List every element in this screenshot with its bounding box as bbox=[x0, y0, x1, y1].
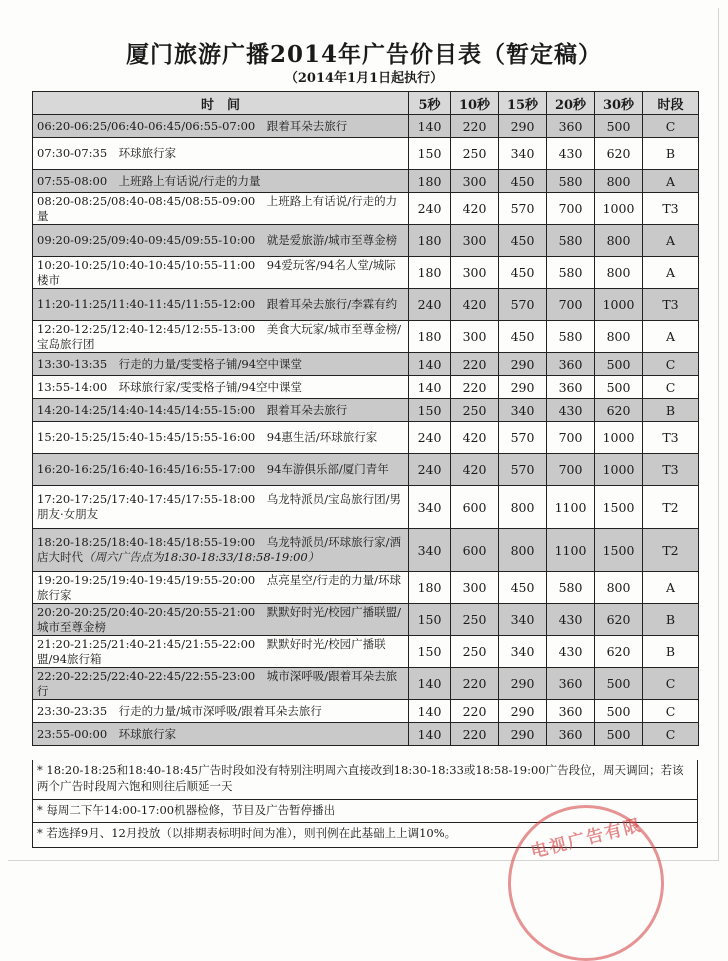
note-maintenance: * 每周二下午14:00-17:00机器检修，节目及广告暂停播出 bbox=[32, 800, 698, 823]
price-20s: 430 bbox=[547, 636, 595, 668]
time-slot-cell bbox=[33, 636, 409, 668]
price-5s: 140 bbox=[409, 376, 451, 399]
page-title: 厦门旅游广播2014年广告价目表（暂定稿） bbox=[125, 41, 602, 68]
segment-cell: A bbox=[643, 257, 699, 289]
price-10s: 250 bbox=[451, 399, 499, 422]
segment-cell: B bbox=[643, 636, 699, 668]
price-20s: 700 bbox=[547, 422, 595, 454]
price-10s: 420 bbox=[451, 422, 499, 454]
price-20s: 580 bbox=[547, 225, 595, 257]
price-5s: 180 bbox=[409, 170, 451, 193]
price-20s: 580 bbox=[547, 321, 595, 353]
segment-cell: T2 bbox=[643, 486, 699, 529]
table-row bbox=[33, 636, 699, 668]
time-slot-text: 17:20-17:25/17:40-17:45/17:55-18:00 乌龙特派员/宝岛旅行团/男朋友·女朋友 bbox=[37, 492, 402, 521]
time-slot-text: 07:30-07:35 环球旅行家 bbox=[37, 146, 177, 160]
time-slot-text: 14:20-14:25/14:40-14:45/14:55-15:00 跟着耳朵去旅行 bbox=[37, 402, 348, 417]
segment-cell: A bbox=[643, 170, 699, 193]
time-slot-cell bbox=[33, 668, 409, 700]
table-row bbox=[33, 723, 699, 746]
time-slot-cell bbox=[33, 193, 409, 225]
time-slot-text: 13:55-14:00 环球旅行家/雯雯格子铺/94空中课堂 bbox=[37, 379, 303, 394]
price-30s: 620 bbox=[595, 604, 643, 636]
price-15s: 340 bbox=[499, 636, 547, 668]
time-slot-text: 23:30-23:35 行走的力量/城市深呼吸/跟着耳朵去旅行 bbox=[37, 703, 322, 718]
table-row bbox=[33, 529, 699, 572]
time-slot-text: 08:20-08:25/08:40-08:45/08:55-09:00 上班路上有话说/行走的力量 bbox=[37, 193, 398, 223]
price-5s: 180 bbox=[409, 572, 451, 604]
price-20s: 430 bbox=[547, 399, 595, 422]
table-row bbox=[33, 572, 699, 604]
price-30s: 800 bbox=[595, 170, 643, 193]
price-10s: 250 bbox=[451, 138, 499, 170]
time-slot-text: 20:20-20:25/20:40-20:45/20:55-21:00 默默好时光/校园广播联盟/城市至尊金榜 bbox=[37, 604, 402, 634]
table-row bbox=[33, 422, 699, 454]
price-10s: 300 bbox=[451, 572, 499, 604]
price-5s: 140 bbox=[409, 700, 451, 723]
time-slot-cell bbox=[33, 604, 409, 636]
price-30s: 1500 bbox=[595, 486, 643, 529]
price-20s: 700 bbox=[547, 193, 595, 225]
price-5s: 240 bbox=[409, 289, 451, 321]
time-slot-cell bbox=[33, 723, 409, 746]
table-row bbox=[33, 399, 699, 422]
price-5s: 340 bbox=[409, 486, 451, 529]
price-20s: 700 bbox=[547, 289, 595, 321]
price-10s: 600 bbox=[451, 486, 499, 529]
note-saturday: * 18:20-18:25和18:40-18:45广告时段如没有特别注明周六直接改到18:30-18:33或18:58-19:00广告段位，周天调回；若该两个广告时段周六饱和则往后顺延一天 bbox=[32, 760, 698, 800]
price-20s: 430 bbox=[547, 138, 595, 170]
time-slot-text: 19:20-19:25/19:40-19:45/19:55-20:00 点亮星空/行走的力量/环球旅行家 bbox=[37, 572, 402, 602]
time-slot-text: 15:20-15:25/15:40-15:45/15:55-16:00 94惠生活/环球旅行家 bbox=[37, 430, 378, 444]
price-30s: 500 bbox=[595, 376, 643, 399]
time-slot-text: 10:20-10:25/10:40-10:45/10:55-11:00 94爱玩客/94名人堂/城际楼市 bbox=[37, 257, 396, 287]
time-slot-cell bbox=[33, 376, 409, 399]
price-20s: 360 bbox=[547, 668, 595, 700]
price-30s: 1000 bbox=[595, 422, 643, 454]
time-slot-cell bbox=[33, 289, 409, 321]
price-30s: 500 bbox=[595, 353, 643, 376]
price-10s: 420 bbox=[451, 454, 499, 486]
table-row bbox=[33, 170, 699, 193]
price-30s: 800 bbox=[595, 321, 643, 353]
price-15s: 570 bbox=[499, 193, 547, 225]
price-5s: 140 bbox=[409, 668, 451, 700]
price-10s: 220 bbox=[451, 723, 499, 746]
price-20s: 360 bbox=[547, 115, 595, 138]
table-row bbox=[33, 700, 699, 723]
price-15s: 290 bbox=[499, 723, 547, 746]
seal-text: 电视广告有限 bbox=[528, 815, 645, 863]
price-15s: 290 bbox=[499, 376, 547, 399]
price-10s: 220 bbox=[451, 668, 499, 700]
time-slot-cell bbox=[33, 257, 409, 289]
table-row bbox=[33, 486, 699, 529]
segment-cell: T2 bbox=[643, 529, 699, 572]
price-5s: 240 bbox=[409, 193, 451, 225]
time-slot-cell bbox=[33, 115, 409, 138]
price-30s: 500 bbox=[595, 668, 643, 700]
price-10s: 220 bbox=[451, 353, 499, 376]
price-5s: 240 bbox=[409, 422, 451, 454]
segment-cell: B bbox=[643, 604, 699, 636]
time-slot-cell bbox=[33, 572, 409, 604]
segment-cell: C bbox=[643, 668, 699, 700]
price-30s: 620 bbox=[595, 636, 643, 668]
time-slot-text: 23:55-00:00 环球旅行家 bbox=[37, 726, 177, 741]
price-15s: 340 bbox=[499, 399, 547, 422]
price-20s: 580 bbox=[547, 257, 595, 289]
time-slot-text: 21:20-21:25/21:40-21:45/21:55-22:00 默默好时光/校园广播联盟/94旅行箱 bbox=[37, 636, 386, 666]
price-20s: 360 bbox=[547, 376, 595, 399]
price-10s: 300 bbox=[451, 321, 499, 353]
price-15s: 800 bbox=[499, 486, 547, 529]
table-row bbox=[33, 257, 699, 289]
table-row bbox=[33, 289, 699, 321]
price-5s: 340 bbox=[409, 529, 451, 572]
price-5s: 140 bbox=[409, 353, 451, 376]
price-5s: 140 bbox=[409, 115, 451, 138]
price-15s: 450 bbox=[499, 257, 547, 289]
time-slot-text: 12:20-12:25/12:40-12:45/12:55-13:00 美食大玩家/城市至尊金榜/宝岛旅行团 bbox=[37, 321, 402, 351]
price-30s: 500 bbox=[595, 723, 643, 746]
price-15s: 570 bbox=[499, 422, 547, 454]
segment-cell: T3 bbox=[643, 289, 699, 321]
time-slot-text: 09:20-09:25/09:40-09:45/09:55-10:00 就是爱旅游/城市至尊金榜 bbox=[37, 233, 398, 247]
price-5s: 240 bbox=[409, 454, 451, 486]
time-slot-cell bbox=[33, 486, 409, 529]
table-row bbox=[33, 138, 699, 170]
time-slot-text: 22:20-22:25/22:40-22:45/22:55-23:00 城市深呼吸/跟着耳朵去旅行 bbox=[37, 668, 398, 698]
price-30s: 800 bbox=[595, 572, 643, 604]
note-surcharge: * 若选择9月、12月投放（以排期表标明时间为准），则刊例在此基础上上调10%。 bbox=[32, 823, 698, 848]
rate-table bbox=[32, 91, 699, 746]
price-5s: 150 bbox=[409, 604, 451, 636]
header-5s: 5秒 bbox=[409, 92, 451, 115]
price-10s: 300 bbox=[451, 225, 499, 257]
page-subtitle: （2014年1月1日起执行） bbox=[284, 71, 444, 86]
time-slot-cell bbox=[33, 353, 409, 376]
time-slot-cell bbox=[33, 422, 409, 454]
price-5s: 180 bbox=[409, 225, 451, 257]
time-slot-cell bbox=[33, 225, 409, 257]
segment-cell: B bbox=[643, 138, 699, 170]
time-slot-cell bbox=[33, 529, 409, 572]
price-20s: 430 bbox=[547, 604, 595, 636]
time-slot-text: 07:55-08:00 上班路上有话说/行走的力量 bbox=[37, 173, 261, 188]
price-15s: 450 bbox=[499, 572, 547, 604]
price-20s: 360 bbox=[547, 353, 595, 376]
price-10s: 220 bbox=[451, 700, 499, 723]
segment-cell: T3 bbox=[643, 454, 699, 486]
price-20s: 1100 bbox=[547, 486, 595, 529]
price-10s: 300 bbox=[451, 257, 499, 289]
company-seal bbox=[508, 805, 664, 961]
header-row bbox=[33, 92, 699, 115]
table-body bbox=[33, 115, 699, 746]
time-slot-text: 18:20-18:25/18:40-18:45/18:55-19:00 乌龙特派员/环球旅行家/酒店大时代 bbox=[37, 535, 402, 564]
header-15s: 15秒 bbox=[499, 92, 547, 115]
time-slot-text: 13:30-13:35 行走的力量/雯雯格子铺/94空中课堂 bbox=[37, 356, 303, 371]
price-20s: 360 bbox=[547, 723, 595, 746]
price-15s: 290 bbox=[499, 115, 547, 138]
table-row bbox=[33, 454, 699, 486]
price-30s: 500 bbox=[595, 700, 643, 723]
price-30s: 500 bbox=[595, 115, 643, 138]
segment-cell: A bbox=[643, 572, 699, 604]
price-5s: 150 bbox=[409, 138, 451, 170]
price-20s: 1100 bbox=[547, 529, 595, 572]
price-5s: 150 bbox=[409, 636, 451, 668]
header-20s: 20秒 bbox=[547, 92, 595, 115]
price-15s: 450 bbox=[499, 225, 547, 257]
price-15s: 570 bbox=[499, 454, 547, 486]
price-30s: 1500 bbox=[595, 529, 643, 572]
price-10s: 420 bbox=[451, 193, 499, 225]
price-20s: 580 bbox=[547, 572, 595, 604]
price-15s: 290 bbox=[499, 700, 547, 723]
time-slot-cell bbox=[33, 700, 409, 723]
price-15s: 800 bbox=[499, 529, 547, 572]
header-10s: 10秒 bbox=[451, 92, 499, 115]
segment-cell: A bbox=[643, 321, 699, 353]
table-row bbox=[33, 115, 699, 138]
price-30s: 1000 bbox=[595, 289, 643, 321]
price-15s: 340 bbox=[499, 138, 547, 170]
price-5s: 180 bbox=[409, 321, 451, 353]
price-30s: 800 bbox=[595, 225, 643, 257]
price-5s: 150 bbox=[409, 399, 451, 422]
price-15s: 290 bbox=[499, 668, 547, 700]
time-slot-cell bbox=[33, 454, 409, 486]
time-slot-note: （周六广告点为18:30-18:33/18:58-19:00） bbox=[83, 550, 320, 564]
segment-cell: T3 bbox=[643, 422, 699, 454]
price-5s: 180 bbox=[409, 257, 451, 289]
table-row bbox=[33, 353, 699, 376]
segment-cell: C bbox=[643, 376, 699, 399]
price-10s: 220 bbox=[451, 376, 499, 399]
price-20s: 580 bbox=[547, 170, 595, 193]
segment-cell: C bbox=[643, 115, 699, 138]
price-30s: 620 bbox=[595, 399, 643, 422]
time-slot-text: 11:20-11:25/11:40-11:45/11:55-12:00 跟着耳朵去旅行/李霖有约 bbox=[37, 297, 398, 311]
price-15s: 570 bbox=[499, 289, 547, 321]
table-row bbox=[33, 604, 699, 636]
header-30s: 30秒 bbox=[595, 92, 643, 115]
segment-cell: T3 bbox=[643, 193, 699, 225]
price-10s: 220 bbox=[451, 115, 499, 138]
price-15s: 340 bbox=[499, 604, 547, 636]
segment-cell: A bbox=[643, 225, 699, 257]
header-time: 时 间 bbox=[33, 92, 409, 115]
price-10s: 420 bbox=[451, 289, 499, 321]
time-slot-cell bbox=[33, 399, 409, 422]
price-30s: 800 bbox=[595, 257, 643, 289]
time-slot-text: 06:20-06:25/06:40-06:45/06:55-07:00 跟着耳朵去旅行 bbox=[37, 118, 348, 133]
price-20s: 700 bbox=[547, 454, 595, 486]
table-row bbox=[33, 321, 699, 353]
segment-cell: C bbox=[643, 353, 699, 376]
price-15s: 450 bbox=[499, 170, 547, 193]
table-row bbox=[33, 668, 699, 700]
table-row bbox=[33, 376, 699, 399]
price-15s: 290 bbox=[499, 353, 547, 376]
time-slot-text: 16:20-16:25/16:40-16:45/16:55-17:00 94车游俱乐部/厦门青年 bbox=[37, 462, 389, 476]
segment-cell: B bbox=[643, 399, 699, 422]
price-5s: 140 bbox=[409, 723, 451, 746]
price-10s: 250 bbox=[451, 636, 499, 668]
price-10s: 300 bbox=[451, 170, 499, 193]
time-slot-cell bbox=[33, 138, 409, 170]
price-10s: 600 bbox=[451, 529, 499, 572]
price-30s: 1000 bbox=[595, 193, 643, 225]
time-slot-cell bbox=[33, 170, 409, 193]
price-10s: 250 bbox=[451, 604, 499, 636]
time-slot-cell bbox=[33, 321, 409, 353]
table-row bbox=[33, 193, 699, 225]
segment-cell: C bbox=[643, 700, 699, 723]
header-segment: 时段 bbox=[643, 92, 699, 115]
segment-cell: C bbox=[643, 723, 699, 746]
price-30s: 1000 bbox=[595, 454, 643, 486]
price-15s: 450 bbox=[499, 321, 547, 353]
table-row bbox=[33, 225, 699, 257]
price-30s: 620 bbox=[595, 138, 643, 170]
price-20s: 360 bbox=[547, 700, 595, 723]
